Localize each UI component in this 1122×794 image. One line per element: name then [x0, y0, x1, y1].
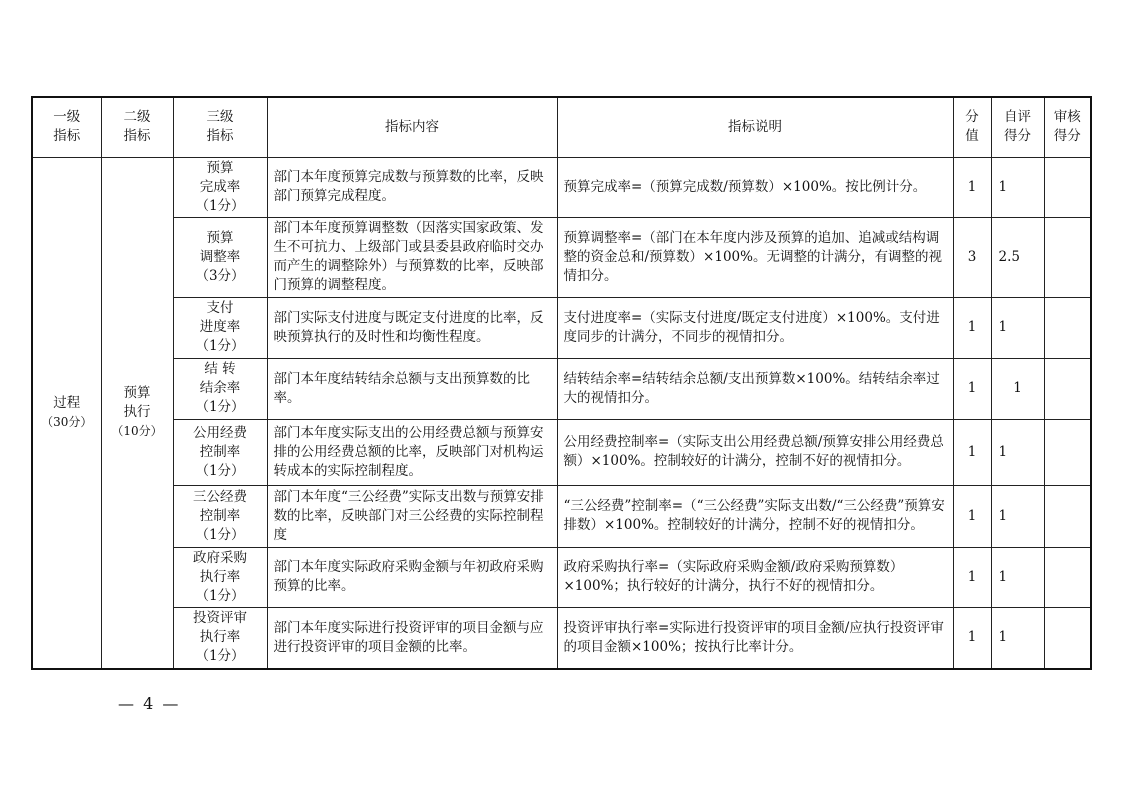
level3-cell: 预算 完成率 （1分）	[173, 157, 267, 217]
level3-cell: 投资评审 执行率 （1分）	[173, 607, 267, 669]
table-row	[32, 607, 1091, 669]
level3-cell: 三公经费 控制率 （1分）	[173, 485, 267, 547]
score-cell: 3	[953, 217, 991, 297]
description-cell: 投资评审执行率=实际进行投资评审的项目金额/应执行投资评审的项目金额×100%；按执行比率计分。	[557, 607, 953, 669]
level2-points: （10分）	[111, 424, 163, 439]
level2-name: 执行	[123, 404, 151, 421]
table-row	[32, 547, 1091, 607]
content-cell: 部门本年度预算完成数与预算数的比率，反映部门预算完成程度。	[267, 157, 557, 217]
audit-score-cell	[1044, 297, 1091, 358]
description-cell: 支付进度率=（实际支付进度/既定支付进度）×100%。支付进度同步的计满分，不同步的视情扣分。	[557, 297, 953, 358]
level1-name: 过程	[53, 394, 81, 411]
header-score: 分 值	[953, 97, 991, 157]
header-audit-score: 审核 得分	[1044, 97, 1091, 157]
audit-score-cell	[1044, 485, 1091, 547]
description-cell: 预算调整率=（部门在本年度内涉及预算的追加、追减或结构调整的资金总和/预算数）×100%。无调整的计满分，有调整的视情扣分。	[557, 217, 953, 297]
audit-score-cell	[1044, 607, 1091, 669]
table-row	[32, 419, 1091, 485]
header-level1: 一级 指标	[32, 97, 101, 157]
score-cell: 1	[953, 419, 991, 485]
audit-score-cell	[1044, 419, 1091, 485]
header-self-score: 自评 得分	[991, 97, 1044, 157]
header-level2: 二级 指标	[101, 97, 173, 157]
description-cell: 预算完成率=（预算完成数/预算数）×100%。按比例计分。	[557, 157, 953, 217]
header-description: 指标说明	[557, 97, 953, 157]
self-score-cell: 1	[991, 157, 1044, 217]
audit-score-cell	[1044, 157, 1091, 217]
header-row	[32, 97, 1091, 157]
score-cell: 1	[953, 485, 991, 547]
level1-cell	[32, 157, 101, 669]
score-cell: 1	[953, 297, 991, 358]
level3-cell: 政府采购 执行率 （1分）	[173, 547, 267, 607]
page-number: — 4 —	[118, 694, 181, 713]
description-cell: “三公经费”控制率=（“三公经费”实际支出数/“三公经费”预算安排数）×100%。控制较好的计满分，控制不好的视情扣分。	[557, 485, 953, 547]
content-cell: 部门本年度“三公经费”实际支出数与预算安排数的比率，反映部门对三公经费的实际控制程度	[267, 485, 557, 547]
description-cell: 政府采购执行率=（实际政府采购金额/政府采购预算数）×100%；执行较好的计满分，执行不好的视情扣分。	[557, 547, 953, 607]
header-level3: 三级 指标	[173, 97, 267, 157]
content-cell: 部门本年度实际政府采购金额与年初政府采购预算的比率。	[267, 547, 557, 607]
description-cell: 公用经费控制率=（实际支出公用经费总额/预算安排公用经费总额）×100%。控制较好的计满分，控制不好的视情扣分。	[557, 419, 953, 485]
table-row	[32, 485, 1091, 547]
level3-cell: 支付 进度率 （1分）	[173, 297, 267, 358]
score-cell: 1	[953, 547, 991, 607]
self-score-cell: 1	[991, 547, 1044, 607]
self-score-cell: 1	[991, 607, 1044, 669]
self-score-cell: 1	[991, 485, 1044, 547]
header-content: 指标内容	[267, 97, 557, 157]
level3-cell: 结 转 结余率 （1分）	[173, 358, 267, 419]
content-cell: 部门本年度预算调整数（因落实国家政策、发生不可抗力、上级部门或县委县政府临时交办而产生的调整除外）与预算数的比率，反映部门预算的调整程度。	[267, 217, 557, 297]
audit-score-cell	[1044, 547, 1091, 607]
description-cell: 结转结余率=结转结余总额/支出预算数×100%。结转结余率过大的视情扣分。	[557, 358, 953, 419]
content-cell: 部门本年度实际支出的公用经费总额与预算安排的公用经费总额的比率，反映部门对机构运转成本的实际控制程度。	[267, 419, 557, 485]
audit-score-cell	[1044, 217, 1091, 297]
audit-score-cell	[1044, 358, 1091, 419]
score-cell: 1	[953, 358, 991, 419]
self-score-cell: 1	[991, 419, 1044, 485]
self-score-cell: 1	[991, 297, 1044, 358]
level3-cell: 公用经费 控制率 （1分）	[173, 419, 267, 485]
content-cell: 部门本年度实际进行投资评审的项目金额与应进行投资评审的项目金额的比率。	[267, 607, 557, 669]
table-row	[32, 217, 1091, 297]
level2-cell	[101, 157, 173, 669]
content-cell: 部门本年度结转结余总额与支出预算数的比率。	[267, 358, 557, 419]
content-cell: 部门实际支付进度与既定支付进度的比率，反映预算执行的及时性和均衡性程度。	[267, 297, 557, 358]
score-cell: 1	[953, 607, 991, 669]
self-score-cell: 2.5	[991, 217, 1044, 297]
level2-name: 预算	[123, 385, 151, 402]
table-row	[32, 157, 1091, 217]
score-cell: 1	[953, 157, 991, 217]
level1-points: （30分）	[41, 414, 93, 429]
level3-cell: 预算 调整率 （3分）	[173, 217, 267, 297]
evaluation-table	[31, 96, 1092, 670]
table-row	[32, 358, 1091, 419]
self-score-cell: 1	[991, 358, 1044, 419]
table-row	[32, 297, 1091, 358]
